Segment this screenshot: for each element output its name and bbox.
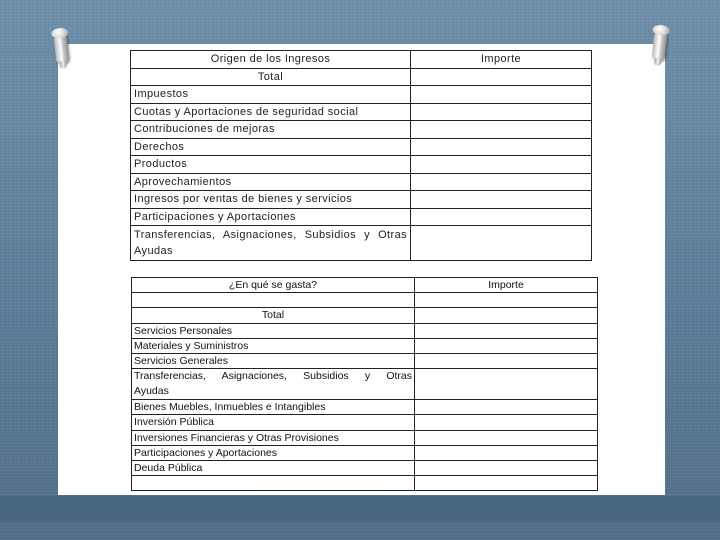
- income-row-label: Productos: [131, 156, 411, 174]
- spend-row-label-line1: Transferencias, Asignaciones, Subsidios y Otras: [134, 370, 412, 383]
- income-amount-cell: [411, 156, 592, 174]
- income-total-label: Total: [131, 68, 411, 86]
- spend-row-label: Inversiones Financieras y Otras Provisiones: [132, 430, 415, 445]
- income-header-amount: Importe: [411, 51, 592, 69]
- spend-blank-row: [132, 476, 598, 491]
- income-row-label: Contribuciones de mejoras: [131, 121, 411, 139]
- spend-amount-cell: [415, 338, 598, 353]
- spend-amount-cell: [415, 476, 598, 491]
- income-amount-cell: [411, 121, 592, 139]
- income-row: [131, 191, 592, 209]
- spend-amount-cell: [415, 353, 598, 368]
- income-amount-cell: [411, 208, 592, 226]
- income-header-row: [131, 51, 592, 69]
- income-row-label-line1: Transferencias, Asignaciones, Subsidios y Otras: [134, 229, 407, 241]
- income-header-origin: Origen de los Ingresos: [131, 51, 411, 69]
- spend-row-label: Participaciones y Aportaciones: [132, 445, 415, 460]
- spend-row-label: Servicios Personales: [132, 323, 415, 338]
- income-total-row: [131, 68, 592, 86]
- spend-header-row: [132, 278, 598, 293]
- background-band: [0, 496, 720, 522]
- income-row-label: Aprovechamientos: [131, 173, 411, 191]
- income-row: [131, 121, 592, 139]
- income-row: [131, 173, 592, 191]
- spend-row: [132, 460, 598, 475]
- income-row: [131, 226, 592, 261]
- spend-blank-row: [132, 293, 598, 308]
- spend-amount-cell: [415, 308, 598, 323]
- income-row-label-line2: Ayudas: [134, 245, 173, 257]
- spend-header-item: ¿En qué se gasta?: [132, 278, 415, 293]
- spending-table: [131, 277, 598, 491]
- spend-row-label: Materiales y Suministros: [132, 338, 415, 353]
- income-row-label: Derechos: [131, 138, 411, 156]
- spend-total-row: [132, 308, 598, 323]
- spend-amount-cell: [415, 460, 598, 475]
- spend-amount-cell: [415, 415, 598, 430]
- income-row-label: [131, 226, 411, 261]
- spend-total-label: Total: [132, 308, 415, 323]
- income-row: [131, 86, 592, 104]
- spend-row: [132, 445, 598, 460]
- spend-blank-cell: [132, 293, 415, 308]
- income-table: [130, 50, 592, 261]
- income-amount-cell: [411, 226, 592, 261]
- income-amount-cell: [411, 191, 592, 209]
- pushpin-icon: [53, 33, 69, 64]
- income-amount-cell: [411, 103, 592, 121]
- spend-row: [132, 430, 598, 445]
- spend-row: [132, 369, 598, 400]
- pushpin-icon: [651, 30, 667, 61]
- income-row-label: Ingresos por ventas de bienes y servicios: [131, 191, 411, 209]
- income-row-label: Cuotas y Aportaciones de seguridad social: [131, 103, 411, 121]
- income-row: [131, 138, 592, 156]
- spend-amount-cell: [415, 445, 598, 460]
- spend-row: [132, 400, 598, 415]
- spend-amount-cell: [415, 430, 598, 445]
- spend-row-label-line2: Ayudas: [134, 385, 169, 398]
- spend-row: [132, 323, 598, 338]
- spend-amount-cell: [415, 369, 598, 400]
- income-row: [131, 208, 592, 226]
- spend-amount-cell: [415, 293, 598, 308]
- spend-row-label: Deuda Pública: [132, 460, 415, 475]
- income-row-label: Impuestos: [131, 86, 411, 104]
- spend-header-amount: Importe: [415, 278, 598, 293]
- spend-blank-cell: [132, 476, 415, 491]
- spend-amount-cell: [415, 323, 598, 338]
- spend-amount-cell: [415, 400, 598, 415]
- income-row-label: Participaciones y Aportaciones: [131, 208, 411, 226]
- income-amount-cell: [411, 86, 592, 104]
- spend-row: [132, 353, 598, 368]
- income-amount-cell: [411, 138, 592, 156]
- income-amount-cell: [411, 173, 592, 191]
- income-row: [131, 103, 592, 121]
- spend-row: [132, 338, 598, 353]
- spend-row-label: [132, 369, 415, 400]
- income-amount-cell: [411, 68, 592, 86]
- spend-row-label: Inversión Pública: [132, 415, 415, 430]
- spend-row: [132, 415, 598, 430]
- income-row: [131, 156, 592, 174]
- spend-row-label: Servicios Generales: [132, 353, 415, 368]
- spend-row-label: Bienes Muebles, Inmuebles e Intangibles: [132, 400, 415, 415]
